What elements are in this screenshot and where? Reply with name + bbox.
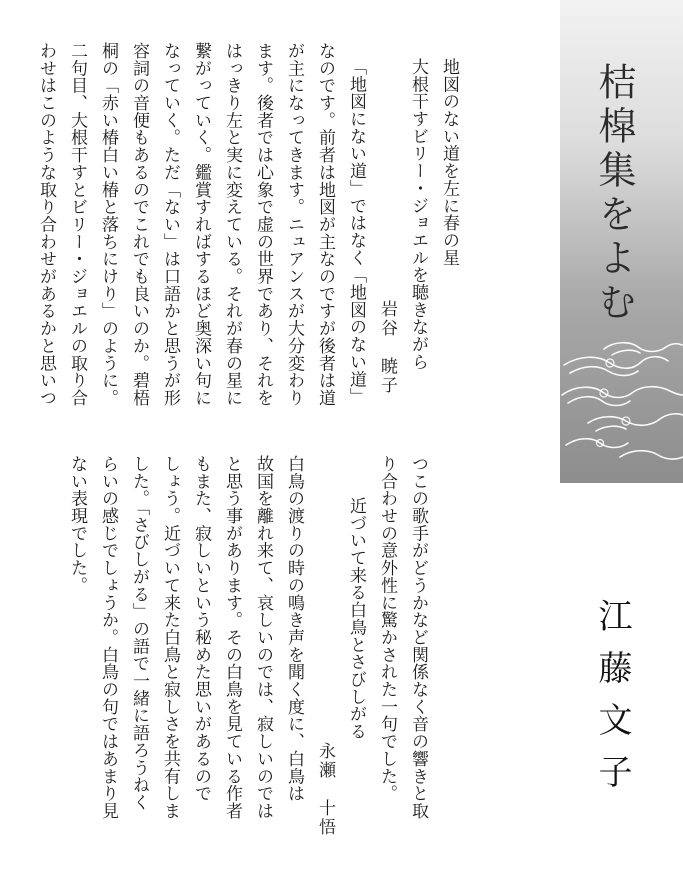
body-text-line: 容詞の音便もあるのでこれでも良いのか。碧梧 [129, 42, 149, 407]
body-text-line: 故国を離れ来て、哀しいのでは、寂しいのでは [253, 455, 273, 820]
body-text-line: わせはこのような取り合わせがあるかと思いつ [36, 42, 56, 407]
body-text-line: と思う事があります。その白鳥を見ている作者 [222, 455, 242, 820]
body-text-line: した。「さびしがる」の語で一緒に語ろうねく [129, 455, 149, 811]
body-text-line: つこの歌手がどうかなど関係なく音の響きと取 [408, 455, 428, 820]
body-text-line: しょう。近づいて来た白鳥と寂しさを共有しま [160, 455, 180, 820]
author-name: 江藤文子 [592, 598, 632, 806]
body-text-line: もまた、寂しいという秘めた思いがあるので [191, 455, 211, 802]
body-text-line: なのです。前者は地図が主なのですが後者は道 [315, 42, 335, 407]
body-text-line: り合わせの意外性に驚かされた一句でした。 [377, 455, 397, 802]
haiku-line: 地図のない道を左に春の星 [439, 58, 459, 267]
haiku-line: 近づいて来る白鳥とさびしがる [346, 497, 366, 740]
body-text-line: 白鳥の渡りの時の鳴き声を聞く度に、白鳥は [284, 455, 304, 802]
body-text-line: 桐の「赤い椿白い椿と落ちにけり」のように。 [98, 42, 118, 407]
page-title: 桔槹集をよむ [592, 62, 636, 326]
haiku-line: 大根干すビリー・ジョエルを聴きながら [408, 58, 428, 371]
body-text-line: ない表現でした。 [67, 455, 87, 594]
body-text-line: なっていく。ただ「ない」は口語かと思うが形 [160, 42, 180, 407]
body-text-line: 繋がっていく。鑑賞すればするほど奥深い句に [191, 42, 211, 407]
body-text-line: らいの感じでしょうか。白鳥の句ではあまり見 [98, 455, 118, 820]
body-text-line: 二句目、大根干すとビリー・ジョエルの取り合 [67, 42, 87, 407]
poet-name: 永瀬 十悟 [315, 742, 335, 837]
poet-name: 岩谷 暁子 [377, 300, 397, 395]
body-text-line: が主になってきます。ニュアンスが大分変わり [284, 42, 304, 407]
body-text-line: はっきり左と実に変えている。それが春の星に [222, 42, 242, 407]
cloud-wave-ornament-icon [560, 325, 683, 485]
body-text-line: ます。後者では心象で虚の世界であり、それを [253, 42, 273, 407]
body-text-line: 「地図にない道」ではなく「地図のない道」 [346, 58, 366, 405]
